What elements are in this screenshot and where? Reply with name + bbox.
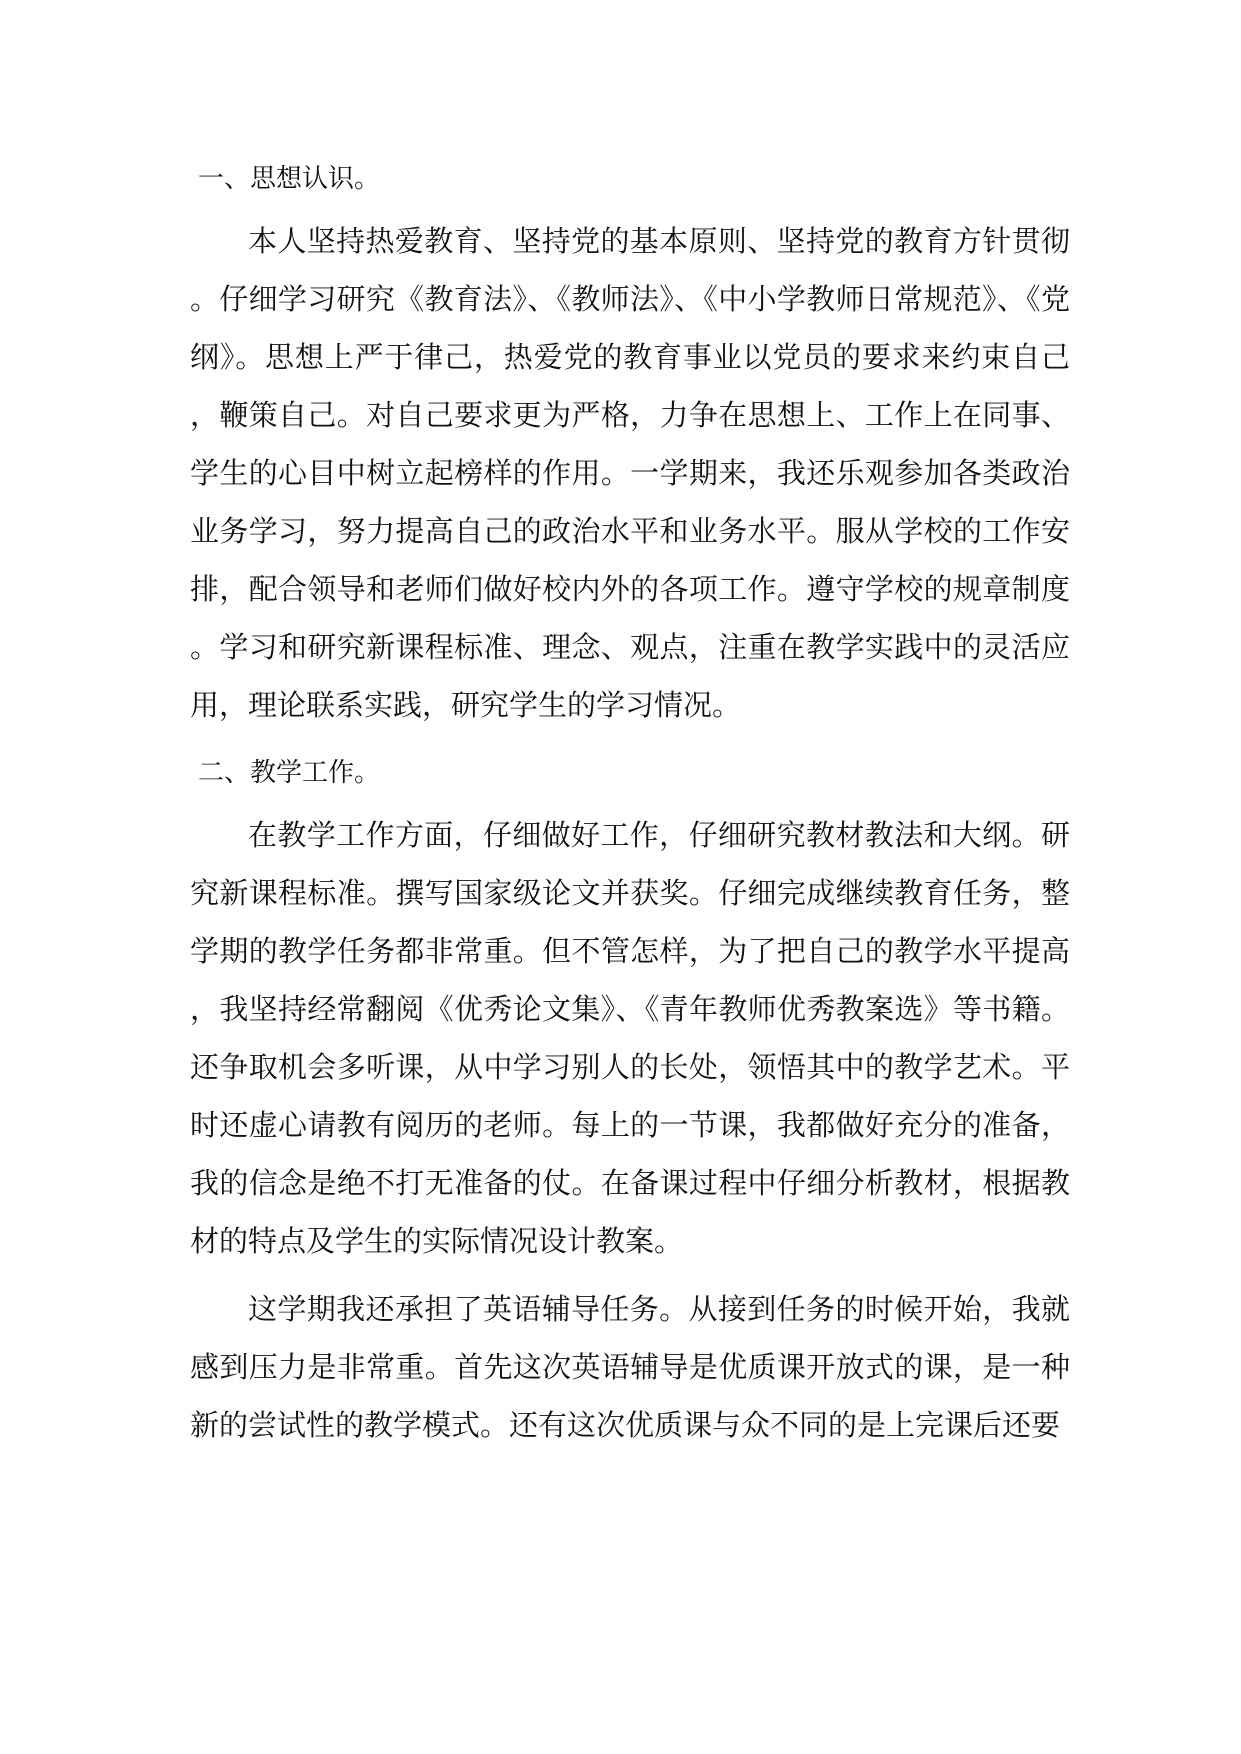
paragraph-1: 本人坚持热爱教育、坚持党的基本原则、坚持党的教育方针贯彻。仔细学习研究《教育法》、《教师法》、《中小学教师日常规范》、《党纲》。思想上严于律己，热爱党的教育事业以党员的要求来约束自己，鞭策自己。对自己要求更为严格，力争在思想上、工作上在同事、学生的心目中树立起榜样的作用。一学期来，我还乐观参加各类政治业务学习，努力提高自己的政治水平和业务水平。服从学校的工作安排，配合领导和老师们做好校内外的各项工作。遵守学校的规章制度。学习和研究新课程标准、理念、观点，注重在教学实践中的灵活应用，理论联系实践，研究学生的学习情况。 [190, 224, 1070, 722]
section-heading-1: 一、思想认识。 [198, 164, 381, 194]
document-body [190, 150, 1070, 1464]
paragraph-2: 在教学工作方面，仔细做好工作，仔细研究教材教法和大纲。研究新课程标准。撰写国家级论文并获奖。仔细完成继续教育任务，整学期的教学任务都非常重。但不管怎样，为了把自己的教学水平提高，我坚持经常翻阅《优秀论文集》、《青年教师优秀教案选》等书籍。还争取机会多听课，从中学习别人的长处，领悟其中的教学艺术。平时还虚心请教有阅历的老师。每上的一节课，我都做好充分的准备，我的信念是绝不打无准备的仗。在备课过程中仔细分析教材，根据教材的特点及学生的实际情况设计教案。 [190, 818, 1070, 1258]
section-heading-2: 二、教学工作。 [198, 758, 381, 788]
paragraph-3: 这学期我还承担了英语辅导任务。从接到任务的时候开始，我就感到压力是非常重。首先这次英语辅导是优质课开放式的课，是一种新的尝试性的教学模式。还有这次优质课与众不同的是上完课后还要 [190, 1292, 1070, 1442]
